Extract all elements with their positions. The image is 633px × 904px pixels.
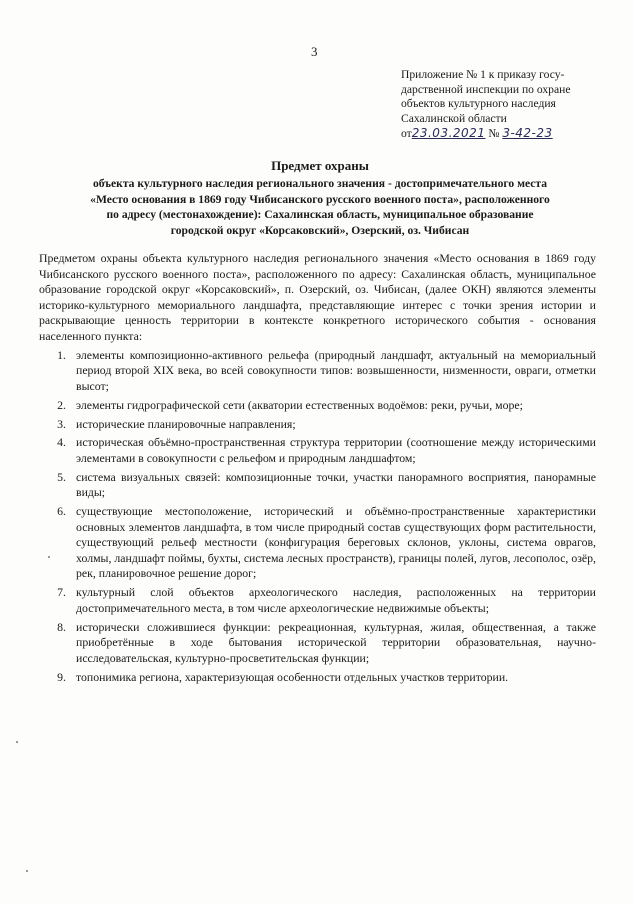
list-item (39, 470, 596, 501)
item-text: элементы композиционно-активного рельефа (природный ландшафт, актуальный на мемориальный период второй XIX века, во всей совокупности типов: возвышенности, низменности, овраги, отметки высот; (76, 347, 596, 393)
item-number: 3. (57, 416, 66, 431)
intro-paragraph: Предметом охраны объекта культурного наследия регионального значения «Место основания в 1869 году Чибисанского русского военного поста», расположенного по адресу: Сахалинская область, муниципальное образование городской округ «Корсаковский», п. Озерский, оз. Чибисан, (далее ОКН) являются элементы историко-культурного мемориального ландшафта, представляющие интерес с точки зрения истории и раскрывающие ценность территории в контексте конкретного исторического события - основания населенного пункта: (39, 251, 596, 343)
item-number: 8. (57, 619, 66, 634)
document-title: Предмет охраны (271, 158, 369, 173)
list-item (39, 417, 596, 433)
item-text: культурный слой объектов археологического наследия, расположенных на территории достопримечательного места, в том числе археологические недвижимые объекты; (76, 585, 596, 615)
heading-subtitle-line: по адресу (местонахождение): Сахалинская область, муниципальное образование (106, 208, 534, 221)
item-text: существующие местоположение, исторический и объёмно-пространственные характеристики основных элементов ландшафта, в том числе природный состав существующих форм растительности, существующий рельеф местности (конфигурация береговых склонов, уклоны, система оврагов, холмы, ландшафт поймы, бухты, система лесных пространств), границы полей, лугов, лесополос, озёр, рек, планировочное решение дорог; (76, 504, 596, 581)
handwritten-date: 23.03.2021 (411, 126, 486, 141)
handwritten-number: 3-42-23 (502, 126, 553, 141)
list-item (39, 620, 596, 667)
item-text: топонимика региона, характеризующая особенности отдельных участков территории. (76, 669, 509, 684)
document-body (39, 251, 596, 685)
scan-speck (26, 870, 28, 872)
appendix-line: Сахалинской области (401, 111, 507, 125)
heading-subtitle-line: городской округ «Корсаковский», Озерский, оз. Чибисан (170, 223, 470, 237)
item-number: 9. (57, 669, 66, 684)
appendix-line: Приложение № 1 к приказу госу- (401, 68, 565, 81)
item-text: исторически сложившиеся функции: рекреационная, культурная, жилая, общественная, а также приобретённые в ходе бытования исторической территории образовательная, научно-исследовательская, культурно-просветительская функции; (76, 619, 596, 665)
item-text: элементы гидрографической сети (акватории естественных водоёмов: реки, ручьи, море; (76, 397, 523, 412)
appendix-line: объектов культурного наследия (401, 97, 556, 111)
protection-items-list (57, 347, 596, 685)
item-text: исторические планировочные направления; (76, 416, 296, 431)
heading-subtitle-line: «Место основания в 1869 году Чибисанского русского военного поста», расположенного (90, 192, 550, 206)
heading-subtitle-line: объекта культурного наследия регионального значения - достопримечательного места (92, 177, 548, 190)
list-item (39, 670, 596, 686)
number-prefix: № (488, 127, 500, 141)
appendix-note (401, 68, 611, 142)
item-number: 5. (57, 469, 66, 484)
item-number: 7. (57, 585, 66, 600)
list-item (39, 504, 596, 582)
list-item (39, 435, 596, 466)
order-date-number-line (401, 126, 611, 142)
item-number: 6. (57, 504, 66, 519)
appendix-line: дарственной инспекции по охране (401, 82, 571, 96)
item-text: система визуальных связей: композиционные точки, участки панорамного восприятия, панорамные виды; (76, 469, 596, 500)
item-number: 2. (57, 397, 66, 412)
list-item (39, 348, 596, 395)
document-heading (40, 158, 600, 238)
item-text: историческая объёмно-пространственная структура территории (соотношение между историческими элементами в совокупности с рельефом и природным ландшафтом; (76, 435, 596, 465)
item-number: 1. (57, 347, 66, 362)
list-item (39, 398, 596, 414)
page-number: 3 (311, 44, 318, 59)
list-item (39, 585, 596, 616)
date-prefix: от (401, 127, 412, 141)
item-number: 4. (57, 435, 66, 450)
scan-speck (16, 741, 18, 743)
scan-speck (48, 556, 50, 558)
